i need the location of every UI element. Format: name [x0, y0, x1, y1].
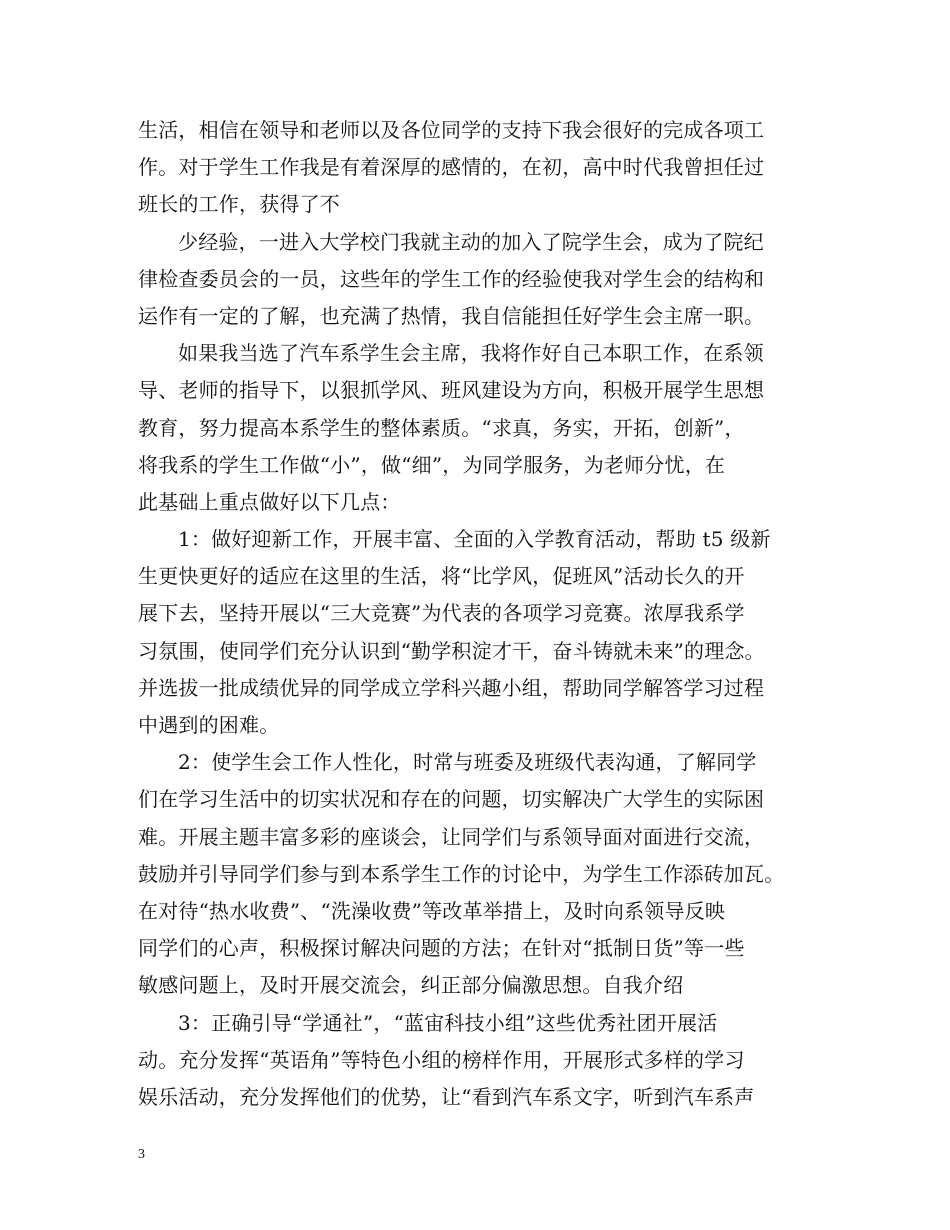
- text-line: 教育，努力提高本系学生的整体素质。“求真，务实，开拓，创新”，: [138, 415, 745, 440]
- text-line: 们在学习生活中的切实状况和存在的问题，切实解决广大学生的实际困: [138, 787, 765, 812]
- text-line: 并选拔一批成绩优异的同学成立学科兴趣小组，帮助同学解答学习过程: [138, 675, 765, 700]
- text-line: 娱乐活动，充分发挥他们的优势，让“看到汽车系文字，听到汽车系声: [138, 1084, 755, 1109]
- text-line: 1：做好迎新工作，开展丰富、全面的入学教育活动，帮助 t5 级新: [178, 527, 771, 552]
- page-number: 3: [138, 1147, 145, 1162]
- text-line: 运作有一定的了解，也充满了热情，我自信能担任好学生会主席一职。: [138, 303, 765, 328]
- text-line: 作。对于学生工作我是有着深厚的感情的，在初，高中时代我曾担任过: [138, 155, 765, 180]
- text-line: 生活，相信在领导和老师以及各位同学的支持下我会很好的完成各项工: [138, 118, 765, 142]
- text-line: 鼓励并引导同学们参与到本系学生工作的讨论中，为学生工作添砖加瓦。: [138, 861, 785, 886]
- text-line: 中遇到的困难。: [138, 713, 280, 737]
- text-line: 敏感问题上，及时开展交流会，纠正部分偏激思想。自我介绍: [138, 973, 684, 998]
- text-line: 如果我当选了汽车系学生会主席，我将作好自己本职工作，在系领: [178, 341, 764, 366]
- text-line: 同学们的心声，积极探讨解决问题的方法；在针对“抵制日货”等一些: [138, 936, 745, 961]
- text-line: 展下去，坚持开展以“三大竞赛”为代表的各项学习竞赛。浓厚我系学: [138, 601, 745, 626]
- text-line: 律检查委员会的一员，这些年的学生工作的经验使我对学生会的结构和: [138, 266, 765, 291]
- text-line: 此基础上重点做好以下几点：: [138, 489, 401, 514]
- text-line: 导、老师的指导下，以狠抓学风、班风建设为方向，积极开展学生思想: [138, 378, 765, 403]
- text-line: 生更快更好的适应在这里的生活，将“比学风，促班风”活动长久的开: [138, 564, 745, 589]
- text-line: 习氛围，使同学们充分认识到“勤学积淀才干，奋斗铸就未来”的理念。: [138, 638, 765, 663]
- text-line: 少经验，一进入大学校门我就主动的加入了院学生会，成为了院纪: [178, 229, 764, 254]
- body-text: [138, 112, 818, 1116]
- text-line: 2：使学生会工作人性化，时常与班委及班级代表沟通，了解同学: [178, 750, 757, 775]
- text-line: 动。充分发挥“英语角”等特色小组的榜样作用，开展形式多样的学习: [138, 1047, 745, 1072]
- text-line: 在对待“热水收费”、“洗澡收费”等改革举措上，及时向系领导反映: [138, 898, 726, 923]
- text-line: 班长的工作，获得了不: [138, 192, 340, 217]
- text-line: 3：正确引导“学通社”，“蓝宙科技小组”这些优秀社团开展活: [178, 1010, 718, 1035]
- text-line: 难。开展主题丰富多彩的座谈会，让同学们与系领导面对面进行交流，: [138, 824, 765, 849]
- text-line: 将我系的学生工作做“小”，做“细”，为同学服务，为老师分忧，在: [138, 452, 726, 477]
